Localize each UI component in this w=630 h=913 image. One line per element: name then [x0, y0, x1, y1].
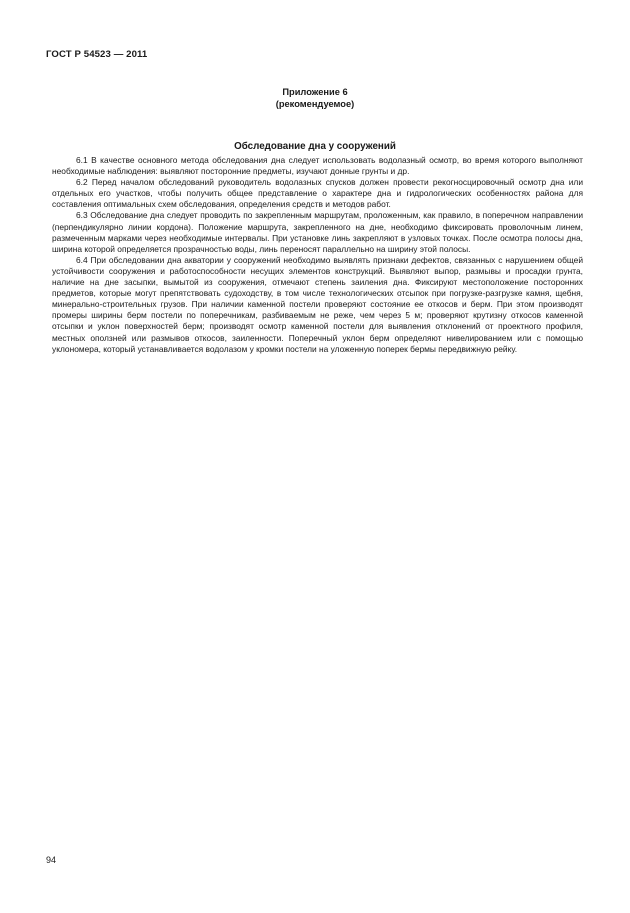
- section-title: Обследование дна у сооружений: [234, 141, 396, 152]
- appendix-heading: [0, 86, 630, 110]
- paragraph-6-4: 6.4 При обследовании дна акватории у сооружений необходимо выявлять признаки дефектов, связанных с нарушением общей устойчивости сооружения и работоспособности несущих элементов конструкций. Выявляют выпор, размывы и просадки грунта, наличие на дне засыпки, вымытой из сооружения, отмечают степень заиления дна. Фиксируют местоположение посторонних предметов, которые могут препятствовать судоходству, в том числе технологических отсыпок при погрузке-разгрузке камня, щебня, минерально-строительных грузов. При наличии каменной постели проверяют состояние ее откосов и берм. При этом производят промеры ширины берм постели по поперечникам, разбиваемым не реже, чем через 5 м; проверяют крутизну откосов каменной отсыпки и уклон поверхностей берм; производят осмотр каменной постели для выявления отклонений от проектного профиля, местных оползней или размывов откосов, заиленности. Поперечный уклон берм определяют нивелированием или с помощью уклономера, который устанавливается водолазом у кромки постели на уложенную поперек бермы передвижную рейку.: [52, 254, 583, 354]
- standard-code-header: ГОСТ Р 54523 — 2011: [46, 49, 148, 60]
- page-number: 94: [46, 855, 57, 865]
- paragraph-6-2: 6.2 Перед началом обследований руководитель водолазных спусков должен провести рекогносцировочный осмотр дна или отдельных его участков, чтобы получить общее представление о характере дна и гидрологических особенностях района для составления оптимальных схем обследования, определения средств и методов работ.: [52, 177, 583, 210]
- paragraph-6-1: 6.1 В качестве основного метода обследования дна следует использовать водолазный осмотр, во время которого выполняют необходимые наблюдения: выявляют посторонние предметы, изучают донные грунты и др.: [52, 155, 583, 177]
- appendix-subtitle: (рекомендуемое): [275, 99, 355, 109]
- body-text: [52, 155, 583, 355]
- appendix-title: Приложение 6: [282, 87, 348, 97]
- paragraph-6-3: 6.3 Обследование дна следует проводить по закрепленным маршрутам, проложенным, как правило, в поперечном направлении (перпендикулярно линии кордона). Положение маршрута, закрепленного на дне, необходимо фиксировать проволочным линем, размеченным марками через необходимые интервалы. При установке линь закрепляют в узловых точках. После осмотра полосы дна, ширина которой определяется прозрачностью воды, линь переносят параллельно на ширину этой полосы.: [52, 210, 583, 254]
